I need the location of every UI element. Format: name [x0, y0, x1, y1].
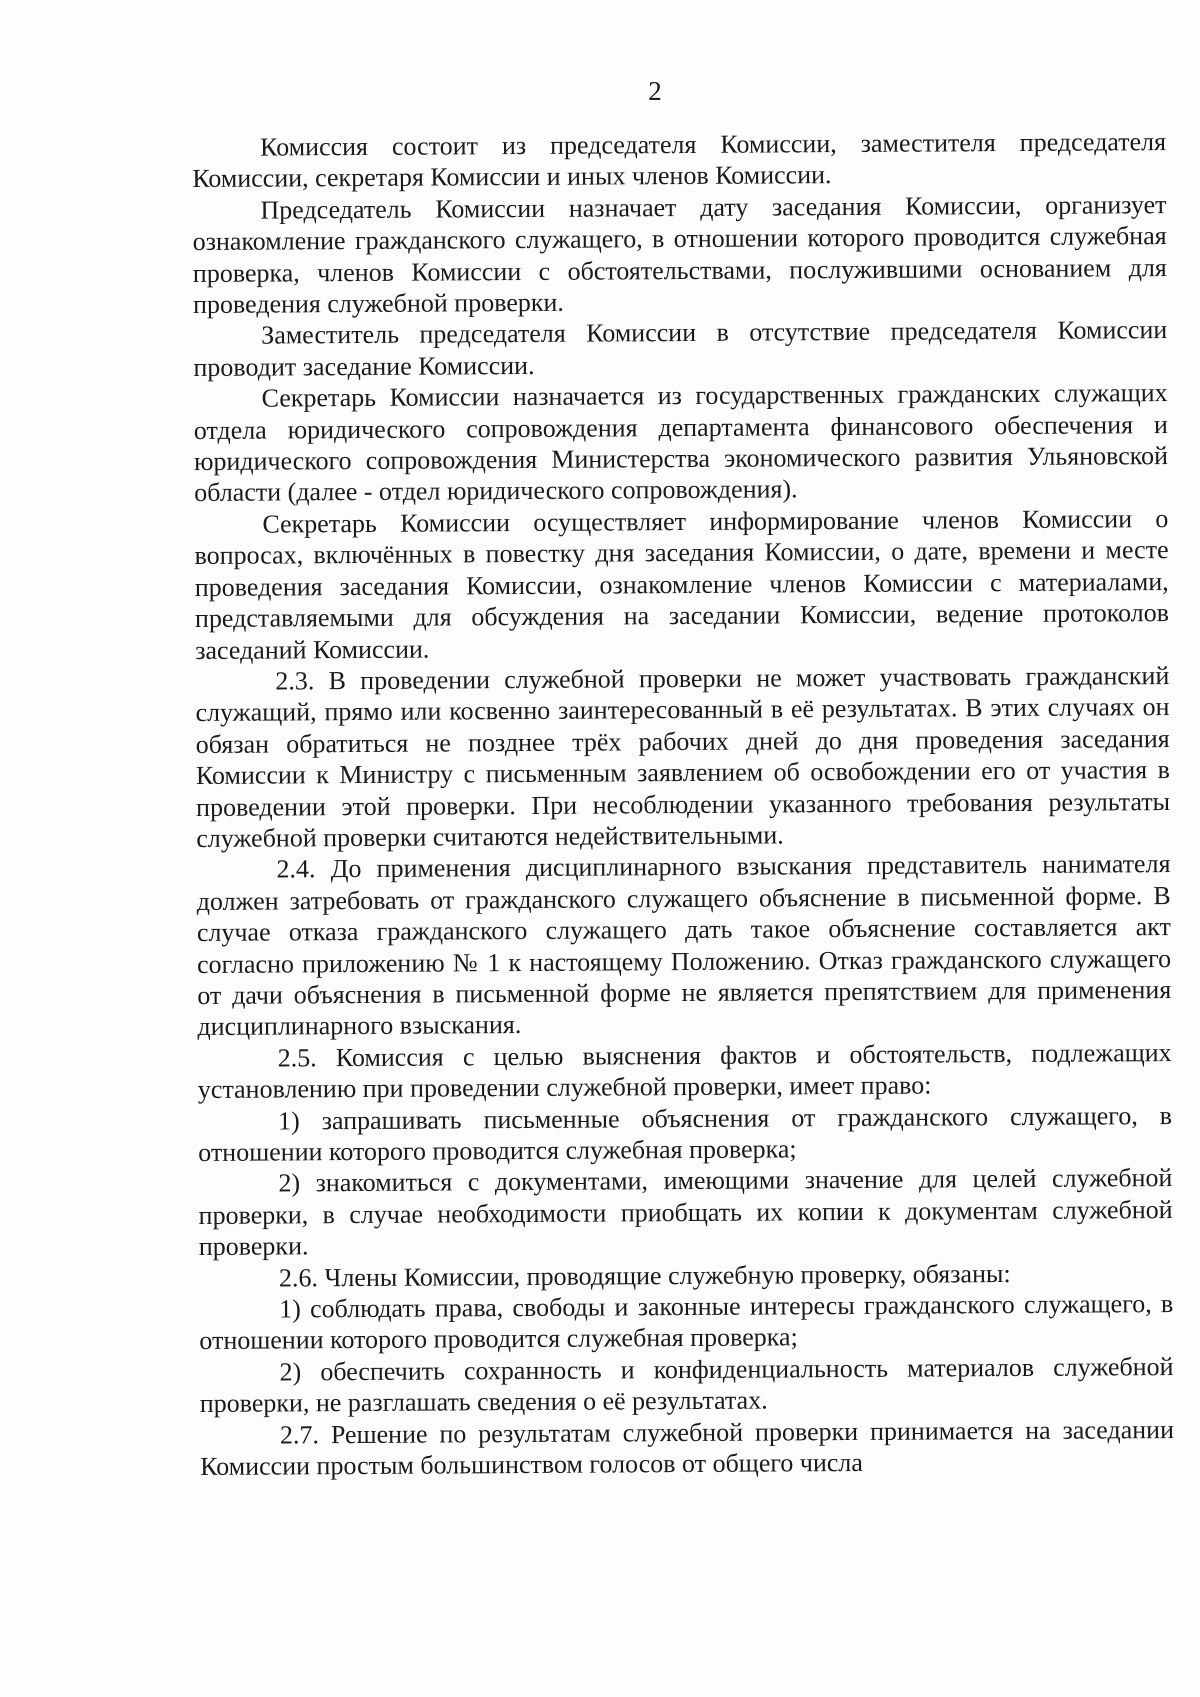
paragraph-2-5: 2.5. Комиссия с целью выяснения фактов и обстоятельств, подлежащих установлению при проведении служебной проверки, имеет право:: [197, 1037, 1172, 1105]
paragraph-secretary-appointment: Секретарь Комиссии назначается из государственных гражданских служащих отдела юридического сопровождения департамента финансового обеспечения и юридического сопровождения Министерства экономического развития Ульяновской области (далее - отдел юридического сопровождения).: [193, 378, 1169, 508]
paragraph-deputy-chairman: Заместитель председателя Комиссии в отсутствие председателя Комиссии проводит заседание Комиссии.: [193, 315, 1168, 382]
paragraph-2-3: 2.3. В проведении служебной проверки не может участвовать гражданский служащий, прямо или косвенно заинтересованный в её результатах. В этих случаях он обязан обратиться не позднее трёх рабочих дней до дня проведения заседания Комиссии к Министру с письменным заявлением об освобождении его от участия в проведении этой проверки. При несоблюдении указанного требования результаты служебной проверки считаются недействительными.: [195, 660, 1171, 853]
paragraph-2-7: 2.7. Решение по результатам служебной проверки принимается на заседании Комиссии простым большинством голосов от общего числа: [200, 1414, 1175, 1482]
paragraph-chairman-duties: Председатель Комиссии назначает дату заседания Комиссии, организует ознакомление гражданского служащего, в отношении которого проводится служебная проверка, членов Комиссии с обстоятельствами, послужившими основанием для проведения служебной проверки.: [192, 189, 1167, 320]
paragraph-2-6-item-2: 2) обеспечить сохранность и конфиденциальность материалов служебной проверки, не разглашать сведения о её результатах.: [199, 1351, 1174, 1419]
paragraph-commission-composition: Комиссия состоит из председателя Комиссии, заместителя председателя Комиссии, секретаря Комиссии и иных членов Комиссии.: [192, 127, 1167, 194]
paragraph-2-6-item-1: 1) соблюдать права, свободы и законные интересы гражданского служащего, в отношении которого проводится служебная проверка;: [199, 1289, 1174, 1356]
paragraph-2-5-item-1: 1) запрашивать письменные объяснения от гражданского служащего, в отношении которого проводится служебная проверка;: [198, 1100, 1173, 1167]
page-number: 2: [648, 76, 662, 106]
paragraph-2-5-item-2: 2) знакомиться с документами, имеющими значение для целей служебной проверки, в случае необходимости приобщать их копии к документам служебной проверки.: [198, 1163, 1173, 1262]
paragraph-2-6: 2.6. Члены Комиссии, проводящие служебную проверку, обязаны:: [278, 1258, 1011, 1293]
paragraph-2-4: 2.4. До применения дисциплинарного взыскания представитель нанимателя должен затребовать от гражданского служащего объяснение в письменной форме. В случае отказа гражданского служащего дать такое объяснение составляется акт согласно приложению № 1 к настоящему Положению. Отказ гражданского служащего от дачи объяснения в письменной форме не является препятствием для применения дисциплинарного взыскания.: [196, 849, 1172, 1042]
document-body: [192, 126, 1174, 1482]
paragraph-secretary-duties: Секретарь Комиссии осуществляет информирование членов Комиссии о вопросах, включённых в повестку дня заседания Комиссии, о дате, времени и месте проведения заседания Комиссии, ознакомление членов Комиссии с материалами, представляемыми для обсуждения на заседании Комиссии, ведение протоколов заседаний Комиссии.: [194, 503, 1170, 665]
